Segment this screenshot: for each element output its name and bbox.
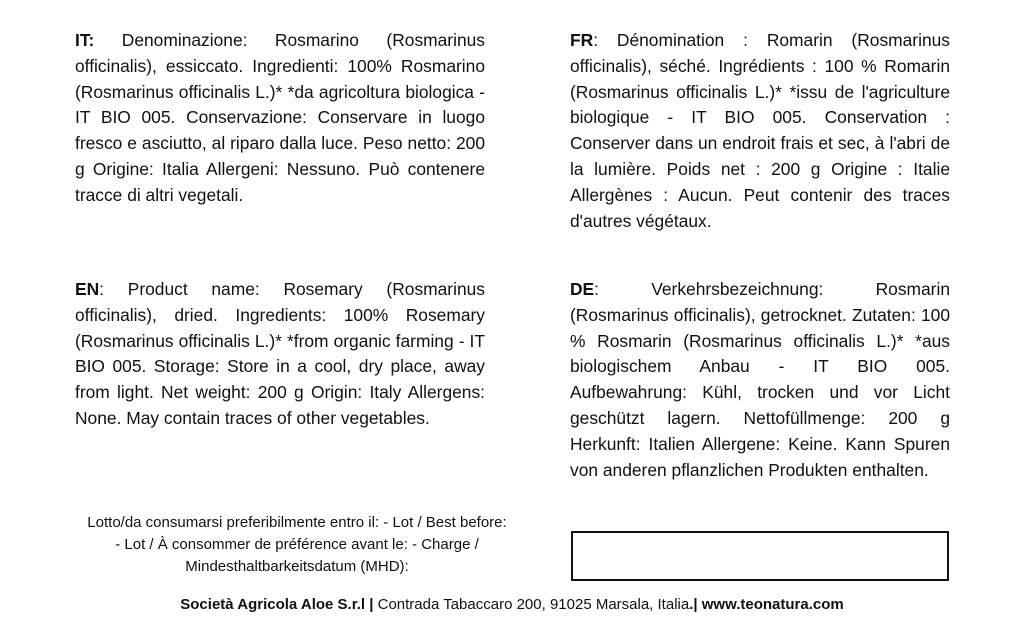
language-code-de: DE xyxy=(570,279,595,299)
lot-label-line-3: Mindesthaltbarkeitsdatum (MHD): xyxy=(185,558,409,575)
english-description: : Product name: Rosemary (Rosmarinus officinalis), dried. Ingredients: 100% Rosemary (Rosmarinus officinalis L.)* *from organic farming - IT BIO 005. Storage: Store in a cool, dry place, away from light. Net weight: 200 g Origin: Italy Allergens: None. May contain traces of other vegetables. xyxy=(75,279,485,428)
label-text-italian xyxy=(75,28,485,209)
lot-best-before-label xyxy=(50,512,544,578)
company-address: Contrada Tabaccaro 200, 91025 Marsala, Italia xyxy=(377,596,690,613)
label-text-english xyxy=(75,277,485,432)
lot-date-box xyxy=(571,531,949,581)
company-website: www.teonatura.com xyxy=(701,596,844,613)
footer-separator-1: | xyxy=(365,596,378,613)
italian-description: Denominazione: Rosmarino (Rosmarinus officinalis), essiccato. Ingredienti: 100% Rosmarino (Rosmarinus officinalis L.)* *da agricoltura biologica - IT BIO 005. Conservazione: Conservare in luogo fresco e asciutto, al riparo dalla luce. Peso netto: 200 g Origine: Italia Allergeni: Nessuno. Può contenere tracce di altri vegetali. xyxy=(75,30,485,205)
german-description: : Verkehrsbezeichnung: Rosmarin (Rosmarinus officinalis), getrocknet. Zutaten: 100 % Rosmarin (Rosmarinus officinalis L.)* *aus biologischem Anbau - IT BIO 005. Aufbewahrung: Kühl, trocken und vor Licht geschützt lagern. Nettofüllmenge: 200 g Herkunft: Italien Allergene: Keine. Kann Spuren von anderen pflanzlichen Produkten enthalten. xyxy=(570,279,950,480)
lot-label-line-1: Lotto/da consumarsi preferibilmente entro il: - Lot / Best before: xyxy=(87,514,507,531)
footer-separator-2: .| xyxy=(689,596,702,613)
language-code-en: EN xyxy=(75,279,100,299)
label-text-german xyxy=(570,277,950,483)
label-text-french xyxy=(570,28,950,234)
language-code-it: IT: xyxy=(75,30,95,50)
company-name: Società Agricola Aloe S.r.l xyxy=(180,596,366,613)
language-code-fr: FR xyxy=(570,30,594,50)
french-description: : Dénomination : Romarin (Rosmarinus officinalis), séché. Ingrédients : 100 % Romarin (Rosmarinus officinalis L.)* *issu de l'agriculture biologique - IT BIO 005. Conservation : Conserver dans un endroit frais et sec, à l'abri de la lumière. Poids net : 200 g Origine : Italie Allergènes : Aucun. Peut contenir des traces d'autres végétaux. xyxy=(570,30,950,231)
company-footer xyxy=(0,594,1024,616)
lot-label-line-2: - Lot / À consommer de préférence avant le: - Charge / xyxy=(115,536,479,553)
